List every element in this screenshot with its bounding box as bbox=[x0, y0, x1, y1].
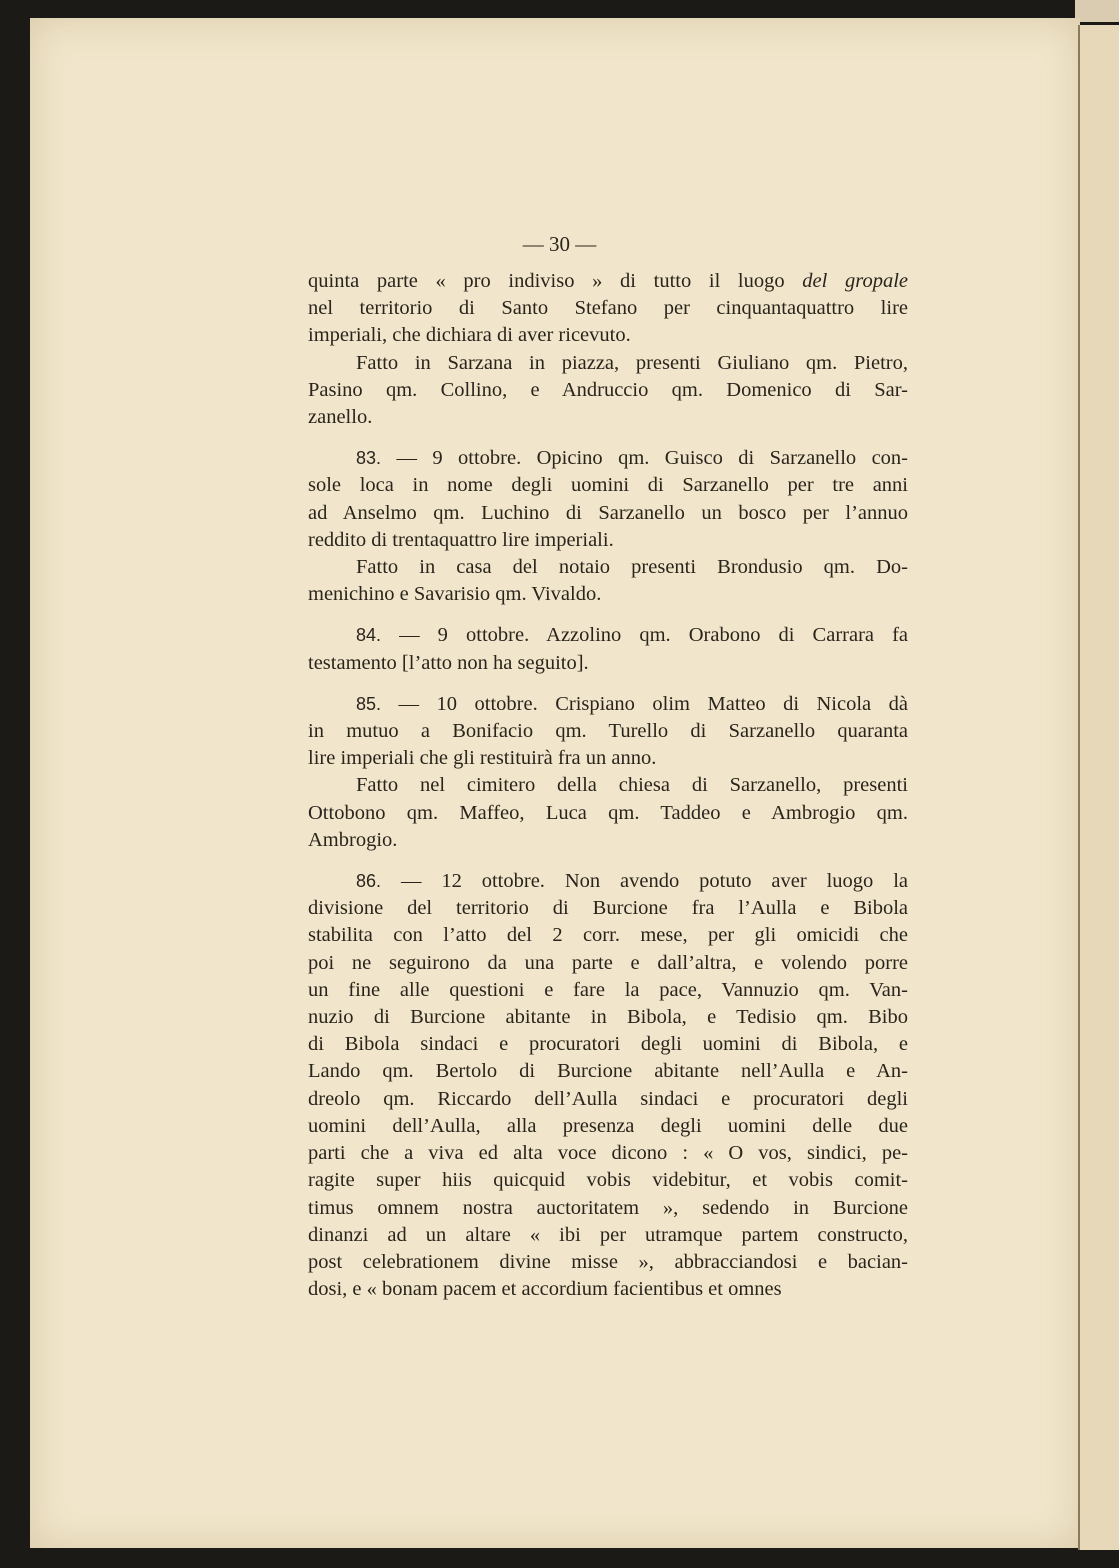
text-line bbox=[308, 322, 908, 349]
line-text: un fine alle questioni e fare la pace, Vannuzio qm. Van- bbox=[308, 978, 908, 1001]
text-line bbox=[308, 445, 908, 472]
paragraph-p2 bbox=[308, 350, 908, 432]
line-text: Lando qm. Bertolo di Burcione abitante nell’Aulla e An- bbox=[308, 1060, 908, 1083]
paragraph-p83b bbox=[308, 554, 908, 608]
text-line bbox=[308, 350, 908, 377]
line-text: zanello. bbox=[308, 406, 373, 429]
text-line bbox=[308, 1058, 908, 1085]
line-text: — 9 ottobre. Azzolino qm. Orabono di Carrara fa bbox=[399, 624, 909, 647]
line-text: dinanzi ad un altare « ibi per utramque partem constructo, bbox=[308, 1223, 908, 1246]
text-line bbox=[308, 1113, 908, 1140]
text-line bbox=[308, 718, 908, 745]
line-text: — 10 ottobre. Crispiano olim Matteo di Nicola dà bbox=[398, 692, 908, 715]
text-line bbox=[308, 745, 908, 772]
line-text: uomini dell’Aulla, alla presenza degli uomini delle due bbox=[308, 1114, 908, 1137]
text-line bbox=[308, 500, 908, 527]
text-line bbox=[308, 1249, 908, 1276]
text-line bbox=[308, 1140, 908, 1167]
line-text: imperiali, che dichiara di aver ricevuto. bbox=[308, 324, 631, 347]
line-text: nel territorio di Santo Stefano per cinquantaquattro lire bbox=[308, 297, 908, 320]
body-text bbox=[308, 268, 908, 1317]
paragraph-p85 bbox=[308, 691, 908, 773]
text-line bbox=[308, 581, 908, 608]
paragraph-p83 bbox=[308, 445, 908, 554]
text-line bbox=[308, 650, 908, 677]
paragraph-p85b bbox=[308, 772, 908, 854]
entry-number: 83. bbox=[356, 448, 382, 469]
text-line bbox=[308, 800, 908, 827]
text-line bbox=[308, 404, 908, 431]
line-text: divisione del territorio di Burcione fra l’Aulla e Bibola bbox=[308, 897, 908, 920]
text-line bbox=[308, 772, 908, 799]
text-line bbox=[308, 1276, 908, 1303]
page-number: — 30 — bbox=[522, 232, 597, 256]
text-line bbox=[308, 977, 908, 1004]
text-line bbox=[308, 1222, 908, 1249]
line-text: menichino e Savarisio qm. Vivaldo. bbox=[308, 583, 602, 606]
paragraph-p86 bbox=[308, 868, 908, 1303]
line-text: nuzio di Burcione abitante in Bibola, e Tedisio qm. Bibo bbox=[308, 1006, 908, 1029]
text-line bbox=[308, 1167, 908, 1194]
paragraph-p1 bbox=[308, 268, 908, 350]
text-line bbox=[308, 527, 908, 554]
entry-number: 86. bbox=[356, 871, 382, 892]
line-text: reddito di trentaquattro lire imperiali. bbox=[308, 528, 614, 551]
text-line bbox=[308, 1031, 908, 1058]
text-line bbox=[308, 622, 908, 649]
text-line bbox=[308, 554, 908, 581]
text-line bbox=[308, 1195, 908, 1222]
line-text: ad Anselmo qm. Luchino di Sarzanello un bosco per l’annuo bbox=[308, 501, 908, 524]
entry-number: 85. bbox=[356, 693, 382, 714]
text-line bbox=[308, 691, 908, 718]
text-line bbox=[308, 377, 908, 404]
text-line bbox=[308, 1086, 908, 1113]
line-text: Ambrogio. bbox=[308, 828, 398, 851]
line-text: Pasino qm. Collino, e Andruccio qm. Domenico di Sar- bbox=[308, 378, 908, 401]
adjacent-page-top bbox=[1075, 0, 1119, 22]
line-text: Fatto in casa del notaio presenti Brondusio qm. Do- bbox=[356, 556, 908, 579]
line-text: quinta parte « pro indiviso » di tutto il luogo del gropale bbox=[308, 270, 908, 292]
line-text: testamento [l’atto non ha seguito]. bbox=[308, 651, 589, 674]
line-text: dosi, e « bonam pacem et accordium facientibus et omnes bbox=[308, 1278, 782, 1301]
text-line bbox=[308, 268, 908, 295]
text-line bbox=[308, 827, 908, 854]
line-text: parti che a viva ed alta voce dicono : « O vos, sindici, pe- bbox=[308, 1142, 908, 1165]
line-text: poi ne seguirono da una parte e dall’altra, e volendo porre bbox=[308, 951, 908, 974]
line-text: — 9 ottobre. Opicino qm. Guisco di Sarzanello con- bbox=[396, 447, 908, 470]
text-line bbox=[308, 922, 908, 949]
text-line bbox=[308, 295, 908, 322]
line-text: post celebrationem divine misse », abbracciandosi e bacian- bbox=[308, 1250, 908, 1273]
line-text: Fatto in Sarzana in piazza, presenti Giuliano qm. Pietro, bbox=[356, 351, 908, 374]
line-text: lire imperiali che gli restituirà fra un anno. bbox=[308, 747, 657, 770]
line-text: in mutuo a Bonifacio qm. Turello di Sarzanello quaranta bbox=[308, 720, 908, 743]
text-line bbox=[308, 472, 908, 499]
line-text: sole loca in nome degli uomini di Sarzanello per tre anni bbox=[308, 474, 908, 497]
text-line bbox=[308, 1004, 908, 1031]
entry-number: 84. bbox=[356, 625, 382, 646]
line-text: dreolo qm. Riccardo dell’Aulla sindaci e procuratori degli bbox=[308, 1087, 908, 1110]
text-line bbox=[308, 895, 908, 922]
line-text: timus omnem nostra auctoritatem », sedendo in Burcione bbox=[308, 1196, 908, 1219]
line-text: ragite super hiis quicquid vobis videbitur, et vobis comit- bbox=[308, 1169, 908, 1192]
text-line bbox=[308, 868, 908, 895]
line-text: — 12 ottobre. Non avendo potuto aver luogo la bbox=[400, 870, 908, 893]
paragraph-p84 bbox=[308, 622, 908, 676]
line-text: stabilita con l’atto del 2 corr. mese, per gli omicidi che bbox=[308, 924, 908, 947]
line-text: Fatto nel cimitero della chiesa di Sarzanello, presenti bbox=[356, 774, 908, 797]
line-text: Ottobono qm. Maffeo, Luca qm. Taddeo e Ambrogio qm. bbox=[308, 801, 908, 824]
line-text: di Bibola sindaci e procuratori degli uomini di Bibola, e bbox=[308, 1033, 908, 1056]
text-line bbox=[308, 950, 908, 977]
